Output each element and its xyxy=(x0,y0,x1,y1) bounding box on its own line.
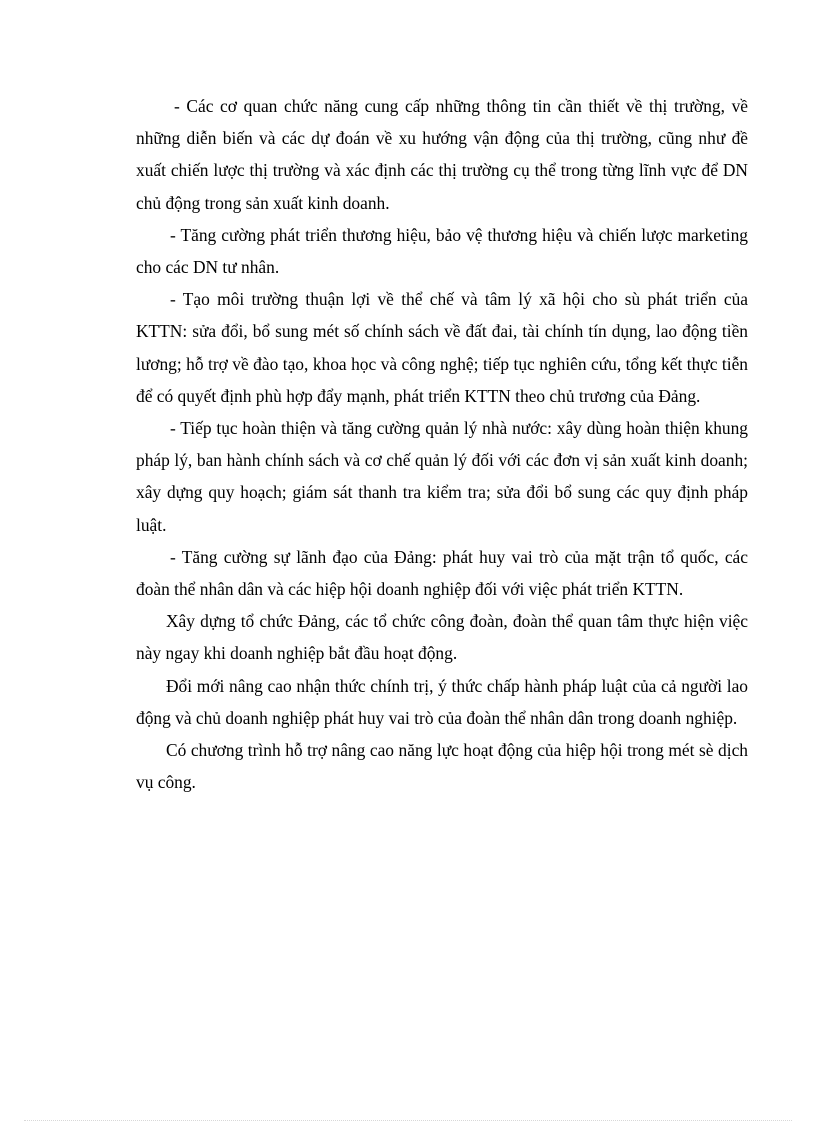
paragraph-party-leadership: - Tăng cường sự lãnh đạo của Đảng: phát huy vai trò của mặt trận tổ quốc, các đoàn thể nhân dân và các hiệp hội doanh nghiệp đối với việc phát triển KTTN. xyxy=(136,546,748,600)
page-bottom-divider xyxy=(24,1120,792,1121)
paragraph-political-awareness: Đổi mới nâng cao nhận thức chính trị, ý thức chấp hành pháp luật của cả người lao động và chủ doanh nghiệp phát huy vai trò của đoàn thể nhân dân trong doanh nghiệp. xyxy=(136,675,748,728)
paragraph-association-support: Có chương trình hỗ trợ nâng cao năng lực hoạt động của hiệp hội trong mét sè dịch vụ công. xyxy=(136,740,748,793)
paragraph-party-organization: Xây dựng tổ chức Đảng, các tổ chức công đoàn, đoàn thể quan tâm thực hiện việc này ngay khi doanh nghiệp bắt đầu hoạt động. xyxy=(136,611,748,664)
paragraph-market-information: - Các cơ quan chức năng cung cấp những thông tin cần thiết về thị trường, về những diễn biến và các dự đoán về xu hướng vận động của thị trường, cũng như đề xuất chiến lược thị trường và xác định các thị trường cụ thể trong từng lĩnh vực để DN chủ động trong sản xuất kinh doanh. xyxy=(136,96,748,213)
paragraph-favorable-environment: - Tạo môi trường thuận lợi về thể chế và tâm lý xã hội cho sù phát triển của KTTN: sửa đổi, bổ sung mét số chính sách về đất đai, tài chính tín dụng, lao động tiền lương; hỗ trợ về đào tạo, khoa học và công nghệ; tiếp tục nghiên cứu, tổng kết thực tiễn để có quyết định phù hợp đẩy mạnh, phát triển KTTN theo chủ trương của Đảng. xyxy=(136,289,748,406)
document-page xyxy=(136,90,748,798)
paragraph-brand-development: - Tăng cường phát triển thương hiệu, bảo vệ thương hiệu và chiến lược marketing cho các DN tư nhân. xyxy=(136,224,748,278)
paragraph-state-management: - Tiếp tục hoàn thiện và tăng cường quản lý nhà nước: xây dùng hoàn thiện khung pháp lý, ban hành chính sách và cơ chế quản lý đối với các đơn vị sản xuất kinh doanh; xây dựng quy hoạch; giám sát thanh tra kiểm tra; sửa đổi bổ sung các quy định pháp luật. xyxy=(136,418,748,535)
